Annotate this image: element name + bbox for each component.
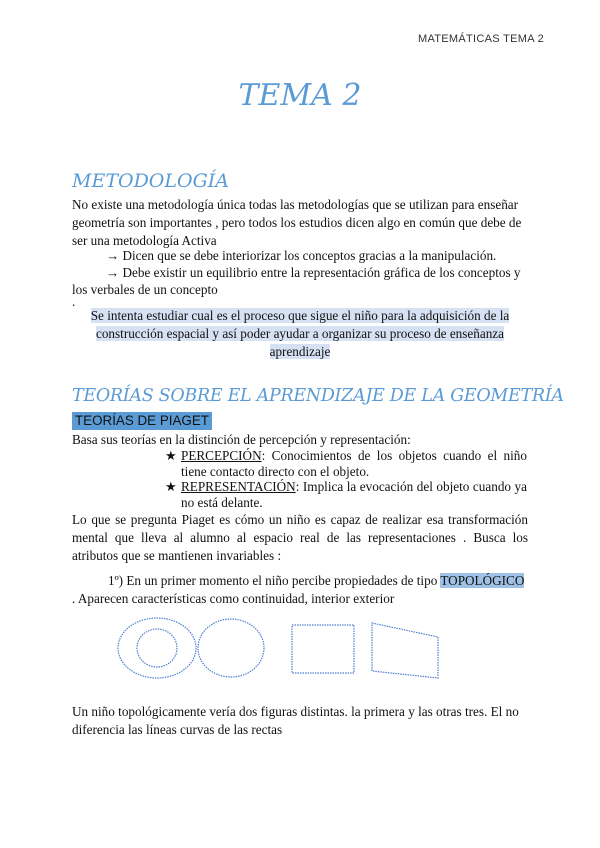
step-1-continued: . Aparecen características como continuidad, interior exterior xyxy=(72,591,395,606)
step-1-text: 1º) En un primer momento el niño percibe propiedades de tipo xyxy=(108,573,438,588)
page-title: TEMA 2 xyxy=(238,78,362,113)
arrow-point-2: → Debe existir un equilibrio entre la representación gráfica de los conceptos y xyxy=(106,265,521,280)
star-bullet-icon: ★ xyxy=(165,479,177,494)
bullet-percepcion xyxy=(165,448,527,480)
star-bullet-icon: ★ xyxy=(165,448,177,463)
metodologia-intro: No existe una metodología única todas las metodologías que se utilizan para enseñar geometría son importantes , pero todos los estudios dicen algo en común que debe de ser una metodología Activa xyxy=(72,197,522,248)
highlighted-note-text: Se intenta estudiar cual es el proceso que sigue el niño para la adquisición de la construcción espacial y así poder ayudar a organizar su proceso de enseñanza aprendizaje xyxy=(90,308,510,359)
closing-paragraph: Un niño topológicamente vería dos figuras distintas. la primera y las otras tres. El no diferencia las líneas curvas de las rectas xyxy=(72,704,519,737)
outer-circle-figure xyxy=(118,618,196,678)
section-heading-teorias: TEORÍAS SOBRE EL APRENDIZAJE DE LA GEOMETRÍA xyxy=(72,386,564,406)
inner-circle-figure xyxy=(137,629,177,667)
subheading-piaget: TEORÍAS DE PIAGET xyxy=(72,412,212,430)
term-representacion: REPRESENTACIÓN xyxy=(181,479,296,494)
term-percepcion: PERCEPCIÓN xyxy=(181,448,262,463)
piaget-question-paragraph: Lo que se pregunta Piaget es cómo un niño es capaz de realizar esa transformación mental que lleva al alumno al espacio real de las representaciones . Busca los atributos que se mantienen invariables : xyxy=(72,512,528,563)
term-topologico: TOPOLÓGICO xyxy=(440,573,525,588)
arrow-point-2-continued: los verbales de un concepto xyxy=(72,282,218,297)
arrow-point-1: → Dicen que se debe interiorizar los conceptos gracias a la manipulación. xyxy=(106,248,497,263)
section-heading-metodologia: METODOLOGÍA xyxy=(72,170,229,192)
trapezoid-figure xyxy=(372,623,438,678)
square-figure xyxy=(292,625,354,673)
page-header: MATEMÁTICAS TEMA 2 xyxy=(417,33,544,45)
percepcion-definition: : Conocimientos de los objetos cuando el niño tiene contacto directo con el objeto. xyxy=(181,448,527,479)
topology-figures xyxy=(0,600,600,690)
stray-dot: . xyxy=(72,294,76,309)
piaget-intro: Basa sus teorías en la distinción de percepción y representación: xyxy=(72,432,411,447)
highlighted-note xyxy=(72,307,528,361)
ellipse-figure xyxy=(198,619,264,677)
bullet-representacion xyxy=(165,479,527,511)
representacion-definition: : Implica la evocación del objeto cuando ya no está delante. xyxy=(181,479,527,510)
